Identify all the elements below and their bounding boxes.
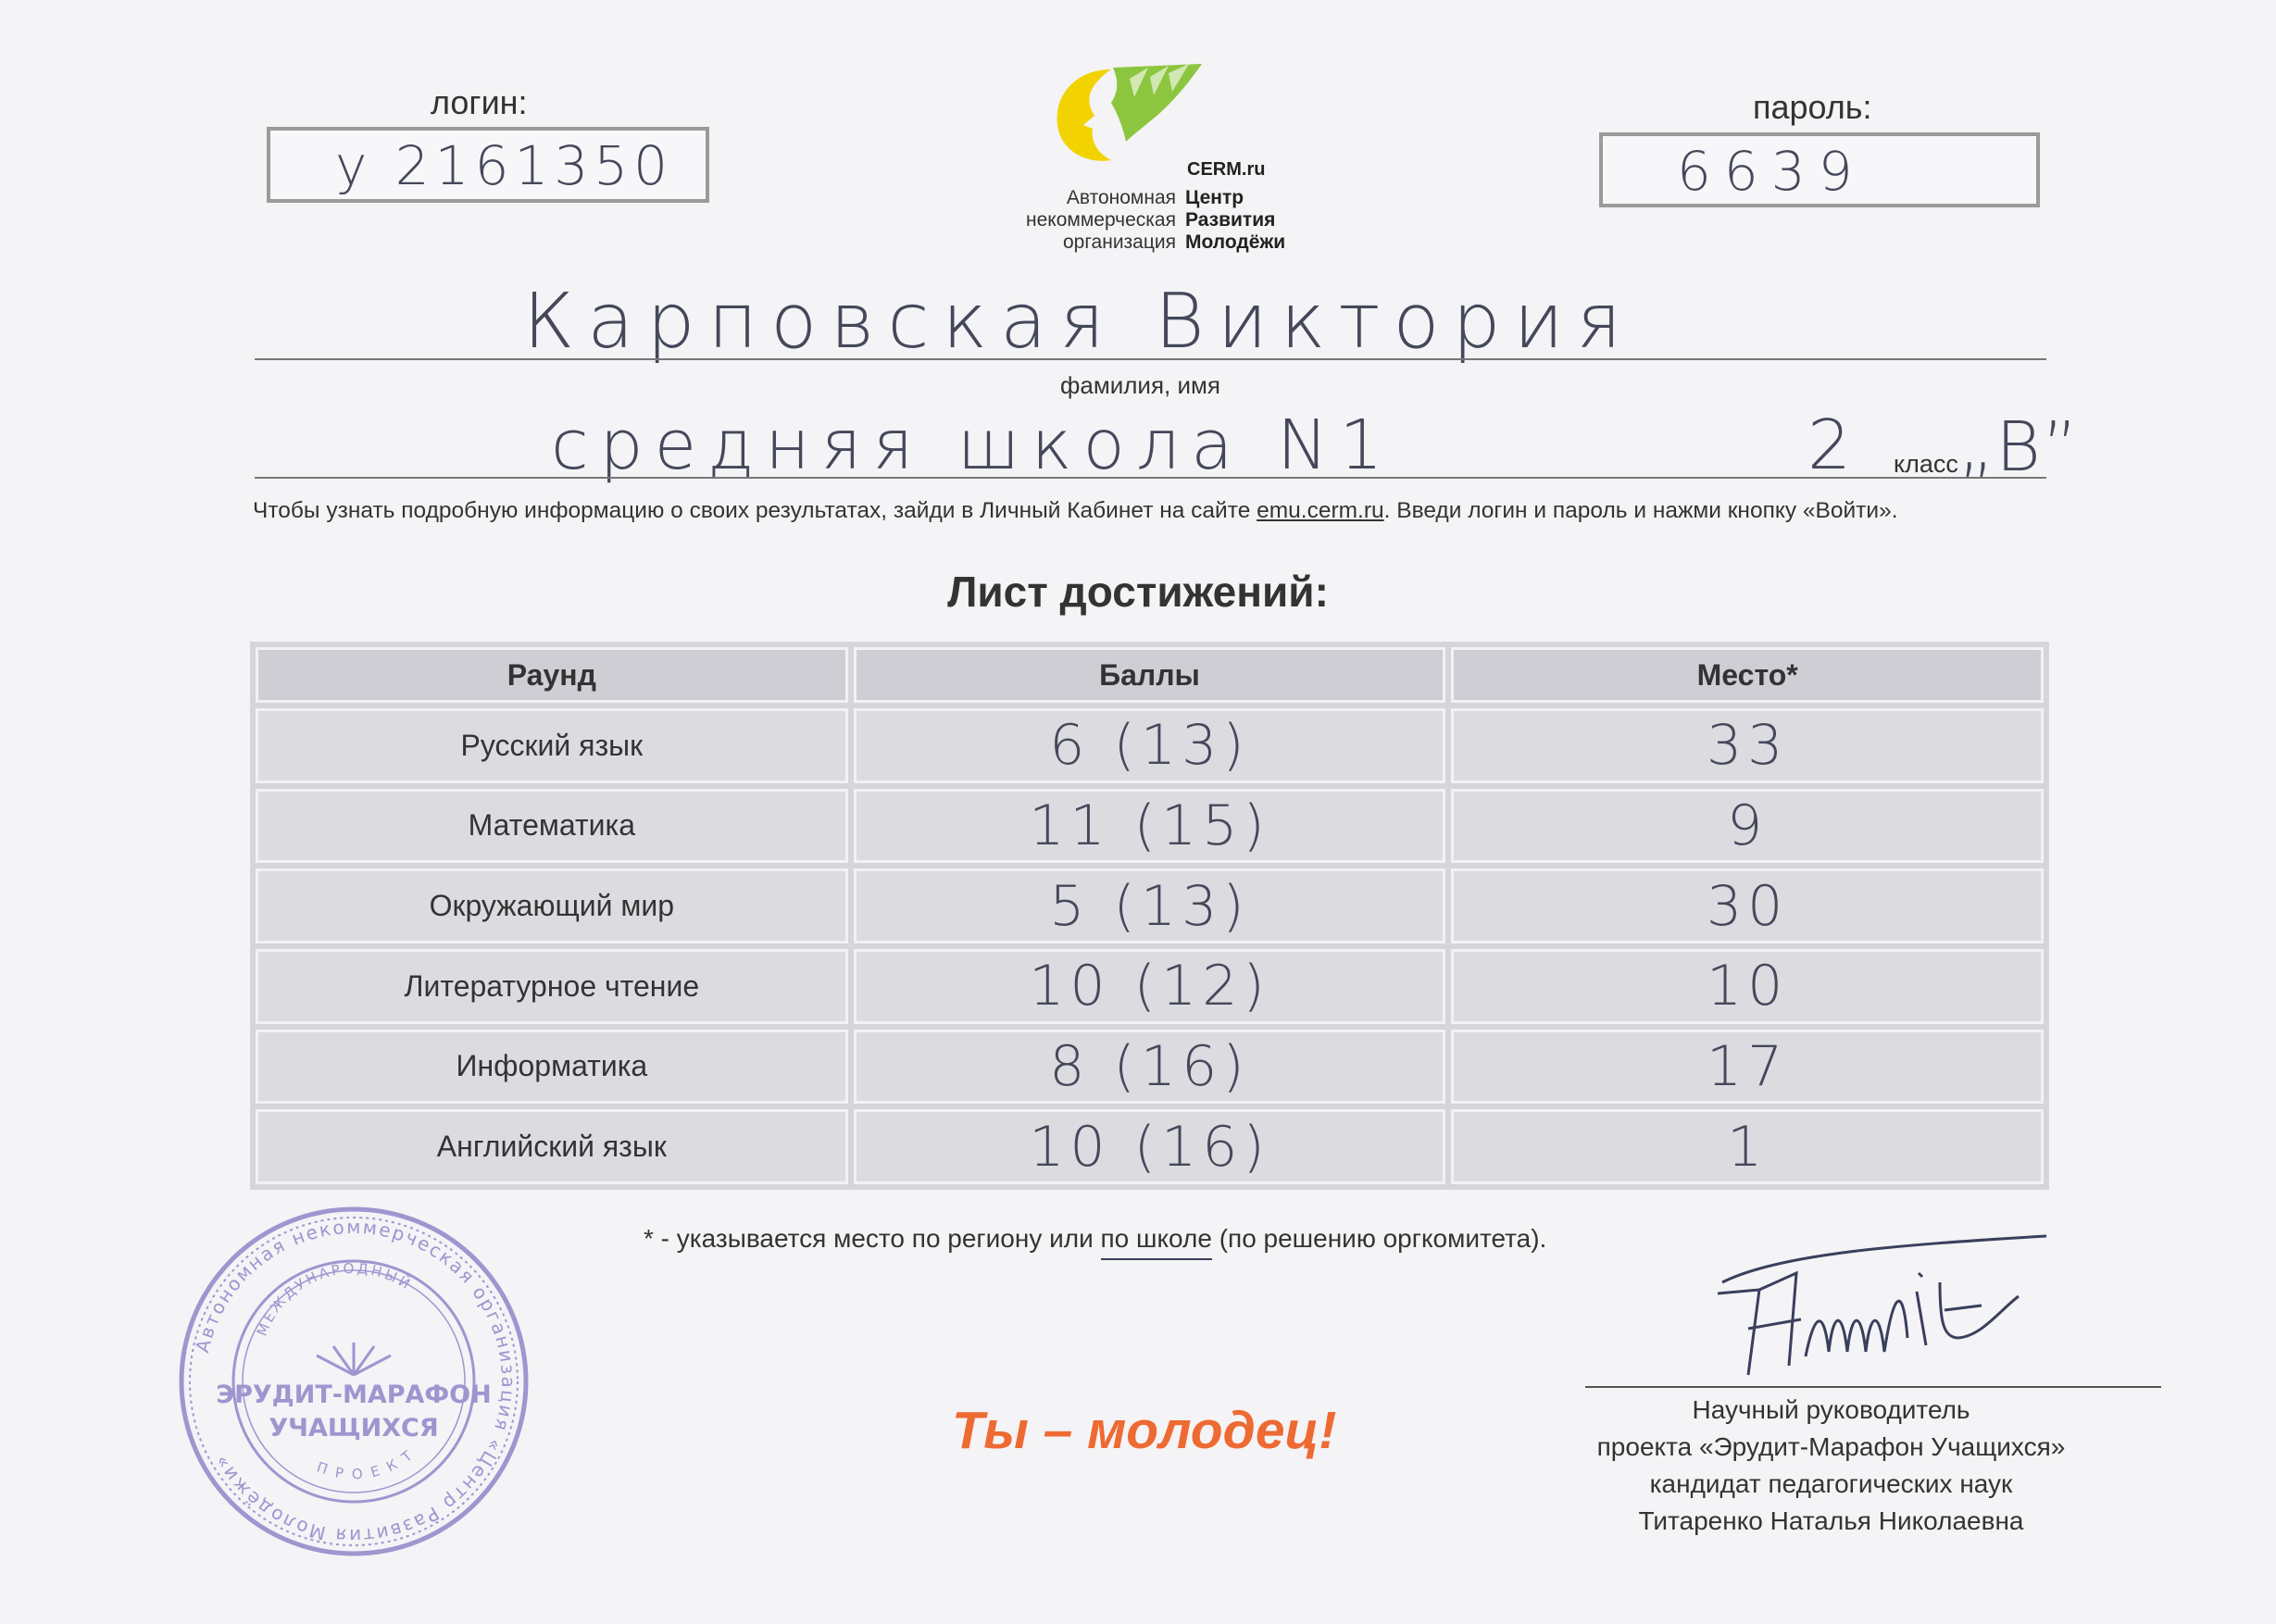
student-name: Карповская Виктория <box>523 278 1635 366</box>
svg-text:ПРОЕКТ <box>315 1442 423 1483</box>
table-row <box>256 949 2044 1024</box>
name-underline <box>255 358 2046 360</box>
round-cell: Окружающий мир <box>256 868 848 943</box>
table-row <box>256 708 2044 783</box>
score-cell: 10 (16) <box>854 1109 1446 1184</box>
signatory-line: кандидат педагогических наук <box>1649 1469 2013 1498</box>
seal-top-text: МЕЖДУНАРОДНЫЙ <box>253 1259 416 1339</box>
stylized-face-logo-icon <box>1046 60 1232 167</box>
info-text-before: Чтобы узнать подробную информацию о своих результатах, зайди в Личный Кабинет на сайте <box>253 498 1257 523</box>
logo-org-right-line: Центр <box>1185 187 1244 208</box>
password-value: 6639 <box>1677 140 1866 203</box>
password-label: пароль: <box>1753 88 1872 126</box>
logo-org-left-line: Автономная <box>1066 187 1176 208</box>
handwritten-signature <box>1704 1227 2051 1380</box>
cabinet-link[interactable]: emu.cerm.ru <box>1257 498 1384 523</box>
class-caption: класс <box>1894 450 1958 478</box>
round-cell: Информатика <box>256 1030 848 1105</box>
login-value: у 2161350 <box>335 134 674 197</box>
signatory-line: Научный руководитель <box>1692 1395 1970 1424</box>
place-cell: 30 <box>1451 868 2044 943</box>
score-cell: 11 (15) <box>854 789 1446 864</box>
place-cell: 33 <box>1451 708 2044 783</box>
slogan: Ты – молодец! <box>952 1401 1337 1460</box>
school-name: средняя школа N1 <box>551 406 1394 485</box>
round-cell: Английский язык <box>256 1109 848 1184</box>
table-header-row <box>256 647 2044 703</box>
logo-org-left-line: некоммерческая <box>1026 209 1176 231</box>
class-letter: „В” <box>1958 407 2081 487</box>
signatory-block <box>1574 1392 2088 1540</box>
svg-text:МЕЖДУНАРОДНЫЙ <box>254 1260 416 1339</box>
column-header-score: Баллы <box>854 647 1446 703</box>
login-box <box>267 127 709 203</box>
logo-site: CERM.ru <box>1187 159 1266 180</box>
seal-bottom-text: ПРОЕКТ <box>314 1441 423 1483</box>
column-header-place: Место* <box>1451 647 2044 703</box>
footnote-before: * - указывается место по региону или <box>644 1224 1101 1253</box>
organization-seal-icon <box>176 1204 532 1560</box>
info-text <box>253 498 1898 524</box>
name-caption: фамилия, имя <box>1060 371 1220 399</box>
place-cell: 10 <box>1451 949 2044 1024</box>
score-cell: 5 (13) <box>854 868 1446 943</box>
password-box <box>1599 132 2040 207</box>
logo-org-left-line: организация <box>1062 231 1176 253</box>
footnote-underlined: по школе <box>1101 1224 1212 1260</box>
login-label: логин: <box>431 83 528 121</box>
round-cell: Литературное чтение <box>256 949 848 1024</box>
footnote <box>644 1224 1546 1254</box>
info-text-after: . Введи логин и пароль и нажми кнопку «Войти». <box>1383 498 1898 523</box>
signatory-line: проекта «Эрудит-Марафон Учащихся» <box>1596 1432 2066 1461</box>
score-cell: 6 (13) <box>854 708 1446 783</box>
achievements-table <box>250 642 2049 1190</box>
school-underline <box>255 477 2046 479</box>
table-row <box>256 1109 2044 1184</box>
logo-org-right-line: Развития <box>1185 209 1276 231</box>
seal-outer-text: Автономная некоммерческая организация «Центр Развития Молодёжи» <box>191 1215 520 1548</box>
column-header-round: Раунд <box>256 647 848 703</box>
signature-line <box>1585 1386 2161 1388</box>
score-cell: 8 (16) <box>854 1030 1446 1105</box>
table-row <box>256 789 2044 864</box>
signatory-line: Титаренко Наталья Николаевна <box>1638 1506 2024 1535</box>
footnote-after: (по решению оргкомитета). <box>1211 1224 1547 1253</box>
grade-value: 2 <box>1807 406 1861 485</box>
table-row <box>256 868 2044 943</box>
round-cell: Математика <box>256 789 848 864</box>
place-cell: 9 <box>1451 789 2044 864</box>
place-cell: 17 <box>1451 1030 2044 1105</box>
logo-org-left <box>1005 187 1176 254</box>
logo-org-right <box>1185 187 1285 254</box>
logo-org-right-line: Молодёжи <box>1185 231 1286 253</box>
sheet-title: Лист достижений: <box>947 568 1329 616</box>
place-cell: 1 <box>1451 1109 2044 1184</box>
seal-main-2: УЧАЩИХСЯ <box>269 1414 439 1443</box>
table-row <box>256 1030 2044 1105</box>
round-cell: Русский язык <box>256 708 848 783</box>
score-cell: 10 (12) <box>854 949 1446 1024</box>
seal-main-1: ЭРУДИТ-МАРАФОН <box>216 1380 492 1409</box>
